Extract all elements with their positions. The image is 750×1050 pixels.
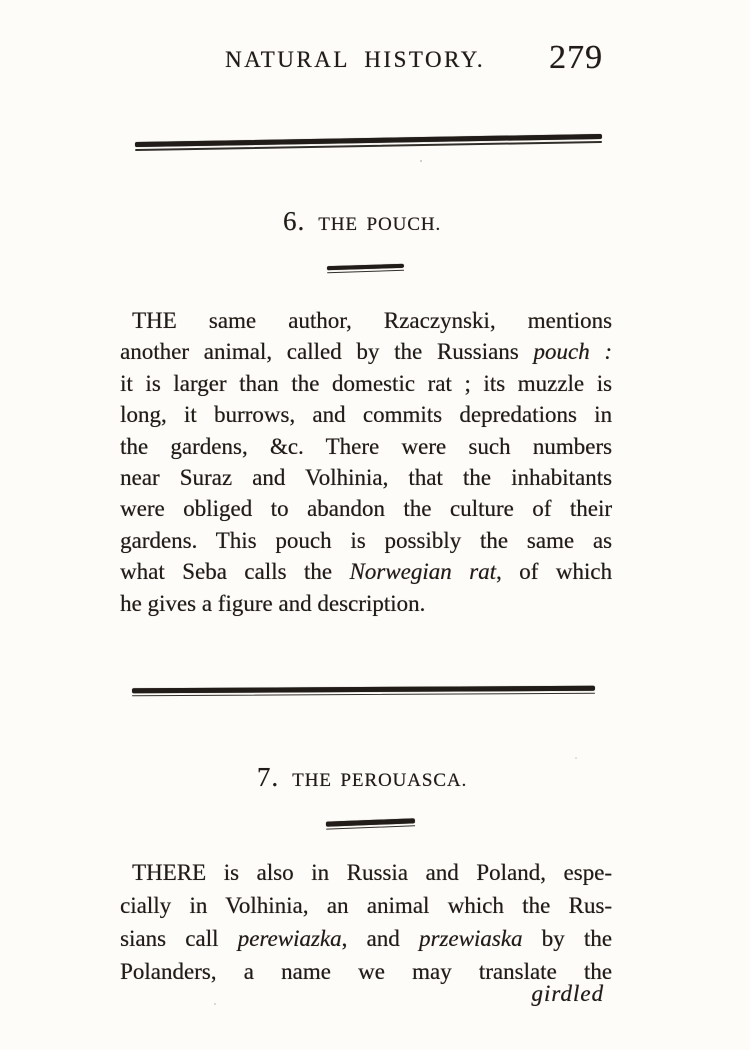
text-line — [120, 856, 612, 889]
text-run: he gives a figure and description. — [120, 590, 426, 616]
text-line — [120, 556, 612, 587]
section-number: 6. — [282, 206, 306, 236]
text-line — [120, 431, 612, 462]
section-number: 7. — [256, 762, 280, 792]
section-heading-perouasca — [115, 762, 609, 796]
text-run: by the — [522, 926, 612, 951]
text-run: what Seba calls the — [120, 559, 350, 585]
scan-speck — [575, 757, 577, 759]
text-line — [120, 399, 612, 430]
section-title: THE POUCH. — [318, 214, 442, 235]
text-line — [120, 336, 612, 367]
text-run: long, it burrows, and commits depredations in — [120, 402, 612, 428]
text-run: were obliged to abandon the culture of their — [120, 496, 612, 522]
header-divider-rule — [135, 134, 602, 151]
section-heading-pouch — [115, 206, 609, 240]
text-run: it is larger than the domestic rat ; its muzzle is — [120, 370, 612, 396]
text-line — [120, 368, 612, 399]
section-title: THE PEROUASCA. — [292, 770, 468, 791]
italic-text-run: Norwegian rat — [349, 559, 496, 585]
text-run: Polanders, a name we may translate the — [120, 959, 612, 984]
italic-text-run: pouch : — [533, 339, 612, 365]
text-run: sians call — [120, 926, 238, 951]
text-run: THE same author, Rzaczynski, mentions — [132, 308, 612, 333]
text-line — [120, 462, 612, 493]
text-run: , of which — [495, 559, 612, 585]
text-run: THERE is also in Russia and Poland, espe- — [132, 860, 612, 885]
italic-text-run: perewiazka — [237, 926, 342, 951]
text-run: near Suraz and Volhinia, that the inhabitants — [120, 465, 612, 491]
text-line — [120, 922, 612, 955]
section-divider-rule — [132, 686, 595, 697]
paragraph-perouasca — [120, 856, 612, 988]
text-run: , and — [341, 926, 419, 951]
paragraph-pouch — [120, 305, 612, 619]
text-run: cially in Volhinia, an animal which the Rus- — [120, 893, 612, 918]
heading-rule-perouasca — [326, 818, 415, 830]
rule-thin-line — [132, 692, 595, 696]
scan-speck — [214, 1003, 216, 1005]
catchword: girdled — [531, 981, 604, 1006]
text-line — [120, 525, 612, 556]
rule-thin-line — [327, 269, 404, 273]
text-line — [120, 889, 612, 922]
scan-speck — [420, 160, 422, 162]
running-head-title: NATURAL HISTORY. — [225, 47, 485, 72]
page-number: 279 — [549, 39, 603, 76]
text-line — [120, 588, 612, 619]
italic-text-run: przewiaska — [418, 926, 523, 951]
text-line — [120, 305, 612, 336]
text-run: another animal, called by the Russians — [120, 339, 534, 365]
heading-rule-pouch — [327, 264, 404, 274]
text-run: gardens. This pouch is possibly the same as — [120, 527, 612, 553]
text-run: the gardens, &c. There were such numbers — [120, 433, 612, 459]
rule-bar — [132, 686, 595, 693]
text-line — [120, 493, 612, 524]
